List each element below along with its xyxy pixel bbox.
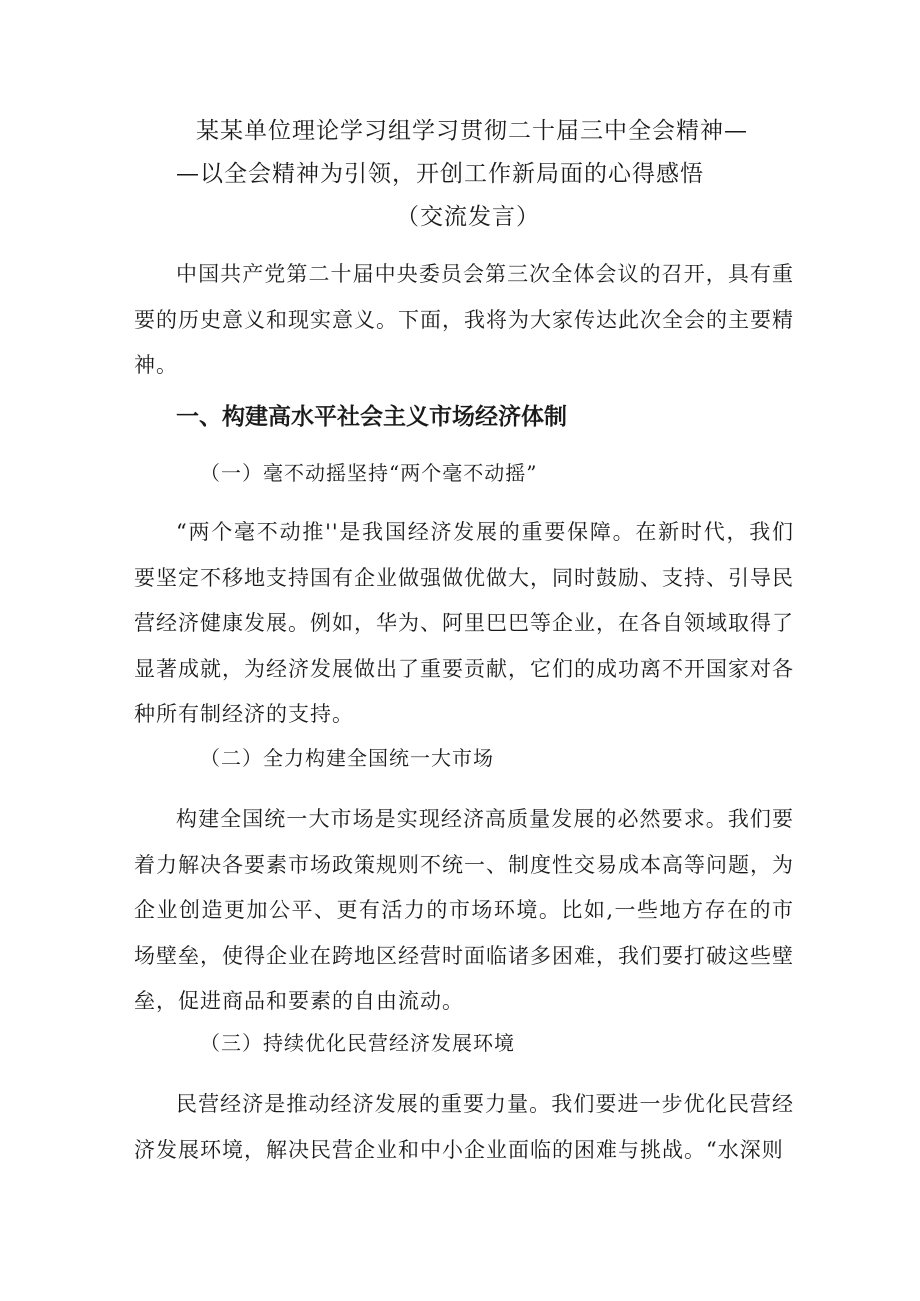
document-title-line-1: 某某单位理论学习组学习贯彻二十届三中全会精神— [196,118,748,144]
document-title-line-3: （交流发言） [396,204,540,230]
subsection-3-paragraph: 民营经济是推动经济发展的重要力量。我们要进一步优化民营经济发展环境，解决民营企业和中小企业面临的困难与挑战。“水深则 [134,1092,794,1162]
document-title-line-2: —以全会精神为引领，开创工作新局面的心得感悟 [176,161,704,187]
subsection-1-heading: （一）毫不动摇坚持“两个毫不动摇” [200,461,538,485]
intro-paragraph: 中国共产党第二十届中央委员会第三次全体会议的召开，具有重要的历史意义和现实意义。下面，我将为大家传达此次全会的主要精神。 [134,262,794,377]
subsection-1-paragraph: “两个毫不动推''是我国经济发展的重要保障。在新时代，我们要坚定不移地支持国有企业做强做优做大，同时鼓励、支持、引导民营经济健康发展。例如，华为、阿里巴巴等企业，在各自领域取得了显著成就，为经济发展做出了重要贡献，它们的成功离不开国家对各种所有制经济的支持。 [134,520,794,726]
subsection-3-heading: （三）持续优化民营经济发展环境 [200,1031,515,1055]
subsection-2-paragraph: 构建全国统一大市场是实现经济高质量发展的必然要求。我们要着力解决各要素市场政策规则不统一、制度性交易成本高等问题，为企业创造更加公平、更有活力的市场环境。比如,一些地方存在的市场壁垒，使得企业在跨地区经营时面临诸多困难，我们要打破这些壁垒，促进商品和要素的自由流动。 [134,807,794,1013]
section-1-heading: 一、构建高水平社会主义市场经济体制 [176,404,567,430]
subsection-2-heading: （二）全力构建全国统一大市场 [200,746,494,770]
